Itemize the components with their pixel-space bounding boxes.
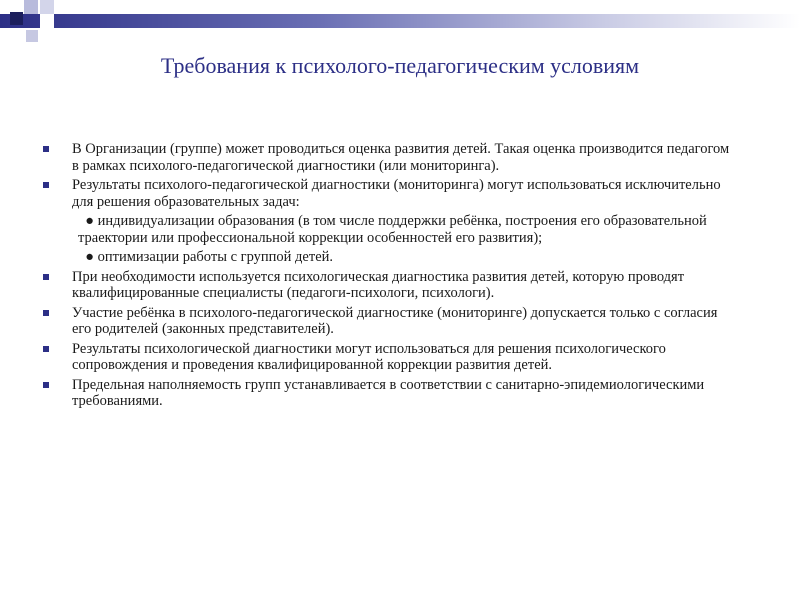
square-bullet-icon — [43, 146, 49, 152]
list-item-text: Участие ребёнка в психолого-педагогической диагностике (мониторинге) допускается только с согласия его родителей (законных представителей). — [72, 304, 718, 337]
header-decoration-square — [26, 30, 38, 42]
list-item — [72, 141, 732, 174]
list-item — [72, 269, 732, 302]
sub-list-item — [72, 249, 732, 266]
list-item — [72, 177, 732, 210]
list-item-text: В Организации (группе) может проводиться оценка развития детей. Такая оценка производится педагогом в рамках психолого-педагогической диагностики (или мониторинга). — [72, 141, 730, 174]
list-item — [72, 305, 732, 338]
header-decoration-square — [10, 12, 23, 25]
list-item-text: При необходимости используется психологическая диагностика развития детей, которую проводят квалифицированные специалисты (педагоги-психологи, психологи). — [72, 268, 685, 301]
list-item-text: Результаты психологической диагностики могут использоваться для решения психологического сопровождения и проведения квалифицированной коррекции развития детей. — [72, 340, 666, 373]
list-item-text: ● оптимизации работы с группой детей. — [78, 249, 334, 265]
header-decoration-square — [40, 0, 54, 14]
slide-title: Требования к психолого-педагогическим условиям — [160, 53, 640, 78]
square-bullet-icon — [43, 182, 49, 188]
square-bullet-icon — [43, 310, 49, 316]
header-decoration-bar — [0, 14, 800, 28]
header-decoration-square — [10, 0, 23, 11]
header-decoration-square — [40, 14, 54, 28]
sub-list-item — [72, 213, 732, 246]
list-item-text: ● индивидуализации образования (в том числе поддержки ребёнка, построения его образовательной траектории или профессиональной коррекции особенностей его развития); — [78, 213, 711, 246]
header-decoration-square — [24, 0, 38, 14]
list-item — [72, 341, 732, 374]
square-bullet-icon — [43, 346, 49, 352]
list-item-text: Результаты психолого-педагогической диагностики (мониторинга) могут использоваться исключительно для решения образовательных задач: — [72, 177, 721, 210]
list-item-text: Предельная наполняемость групп устанавливается в соответствии с санитарно-эпидемиологическими требованиями. — [72, 376, 705, 409]
list-item — [72, 377, 732, 410]
square-bullet-icon — [43, 382, 49, 388]
bullet-list — [72, 141, 732, 413]
square-bullet-icon — [43, 274, 49, 280]
